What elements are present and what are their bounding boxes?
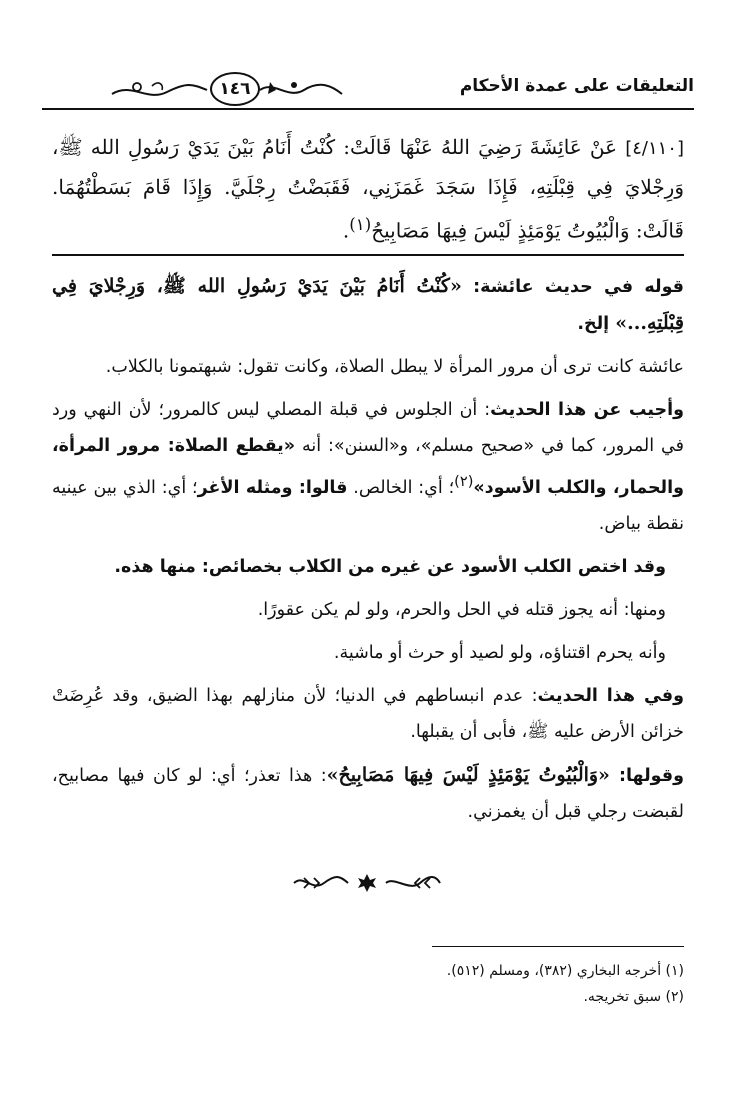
header-rule <box>42 108 694 110</box>
hadith-text-block: [٤/١١٠] عَنْ عَائِشَةَ رَضِيَ اللهُ عَنْهَا قَالَتْ: كُنْتُ أَنَامُ بَيْنَ يَدَيْ رَسُولِ الله ﷺ، وَرِجْلايَ فِي قِبْلَتِهِ، فَإِذَا سَجَدَ غَمَزَنِي، فَقَبَضْتُ رِجْلَيَّ. وَإِذَا قَامَ بَسَطْتُهُمَا. قَالَتْ: وَالْبُيُوتُ يَوْمَئِذٍ لَيْسَ فِيهَا مَصَابِيحُ$^{(١)}$. <box>52 135 685 243</box>
running-title: التعليقات على عمدة الأحكام <box>459 76 694 96</box>
paragraph-1-lead: قوله في حديث عائشة: <box>461 277 684 297</box>
footnote-ref-2: (٢) <box>454 473 474 490</box>
page-number-area <box>42 72 402 106</box>
paragraph-8 <box>52 757 684 830</box>
footnote-rule <box>432 946 684 947</box>
paragraph-5: ومنها: أنه يجوز قتله في الحل والحرم، ولو لم يكن عقورًا. <box>257 599 666 620</box>
paragraph-8-text: : هذا تعذر؛ أي: لو كان فيها مصابيح، لقبضت رجلي قبل أن يغمزني. <box>52 765 684 822</box>
paragraph-3 <box>52 392 684 542</box>
floral-divider-icon <box>290 870 444 896</box>
paragraph-3-text-c: ؛ أي: الذي بين عينيه نقطة بياض. <box>52 477 684 534</box>
paragraph-4-text: وقد اختص الكلب الأسود عن غيره من الكلاب بخصائص: منها هذه. <box>114 556 666 577</box>
page-header <box>42 72 694 112</box>
page-number: ١٤٦ <box>210 72 260 106</box>
paragraph-7 <box>52 678 684 750</box>
paragraph-7-lead: وفي هذا الحديث <box>537 685 684 706</box>
paragraph-3-text-b: ؛ أي: الخالص. <box>347 477 455 498</box>
hadith-quote: «كُنْتُ أَنَامُ بَيْنَ يَدَيْ رَسُولِ الله ﷺ، وَرِجْلايَ فِي قِبْلَتِهِ...» <box>52 275 684 334</box>
paragraph-3-bold: «يقطع الصلاة: مرور المرأة، والحمار، والكلب الأسود» <box>52 436 684 498</box>
paragraph-3-bold-2: قالوا: ومثله الأغر <box>197 477 348 498</box>
footnote-ref-1: (١) <box>349 215 372 234</box>
paragraph-6: وأنه يحرم اقتناؤه، ولو لصيد أو حرث أو ماشية. <box>333 642 666 663</box>
paragraph-7-text: : عدم انبساطهم في الدنيا؛ لأن منازلهم بهذا الضيق، وقد عُرِضَتْ خزائن الأرض عليه ﷺ، فأبى أن يقبلها. <box>52 685 684 742</box>
paragraph-3-lead: وأجيب عن هذا الحديث <box>490 400 685 420</box>
paragraph-1 <box>52 268 684 342</box>
paragraph-3-text-a: : أن الجلوس في قبلة المصلي ليس كالمرور؛ لأن النهي ورد في المرور، كما في «صحيح مسلم»، و«السنن»: أنه <box>52 400 684 456</box>
footnote-2: (٢) سبق تخريجه. <box>583 989 684 1005</box>
section-divider <box>52 254 684 256</box>
footnote-1: (١) أخرجه البخاري (٣٨٢)، ومسلم (٥١٢). <box>446 963 684 979</box>
hadith-number: [٤/١١٠] <box>625 138 685 159</box>
hadith-text: عَنْ عَائِشَةَ رَضِيَ اللهُ عَنْهَا قَالَتْ: كُنْتُ أَنَامُ بَيْنَ يَدَيْ رَسُولِ الله ﷺ، وَرِجْلايَ فِي قِبْلَتِهِ، فَإِذَا سَجَدَ غَمَزَنِي، فَقَبَضْتُ رِجْلَيَّ. وَإِذَا قَامَ بَسَطْتُهُمَا. قَالَتْ: وَالْبُيُوتُ يَوْمَئِذٍ لَيْسَ فِيهَا مَصَابِيحُ <box>52 135 684 243</box>
paragraph-8-quote: «وَالْبُيُوتُ يَوْمَئِذٍ لَيْسَ فِيهَا مَصَابِيحُ» <box>326 763 610 786</box>
paragraph-2: عائشة كانت ترى أن مرور المرأة لا يبطل الصلاة، وكانت تقول: شبهتمونا بالكلاب. <box>105 357 684 377</box>
commentary <box>52 268 684 837</box>
paragraph-1-tail: إلخ. <box>577 314 616 334</box>
paragraph-4 <box>52 549 684 585</box>
paragraph-8-lead: وقولها: <box>609 765 684 786</box>
footnotes <box>52 958 684 1010</box>
